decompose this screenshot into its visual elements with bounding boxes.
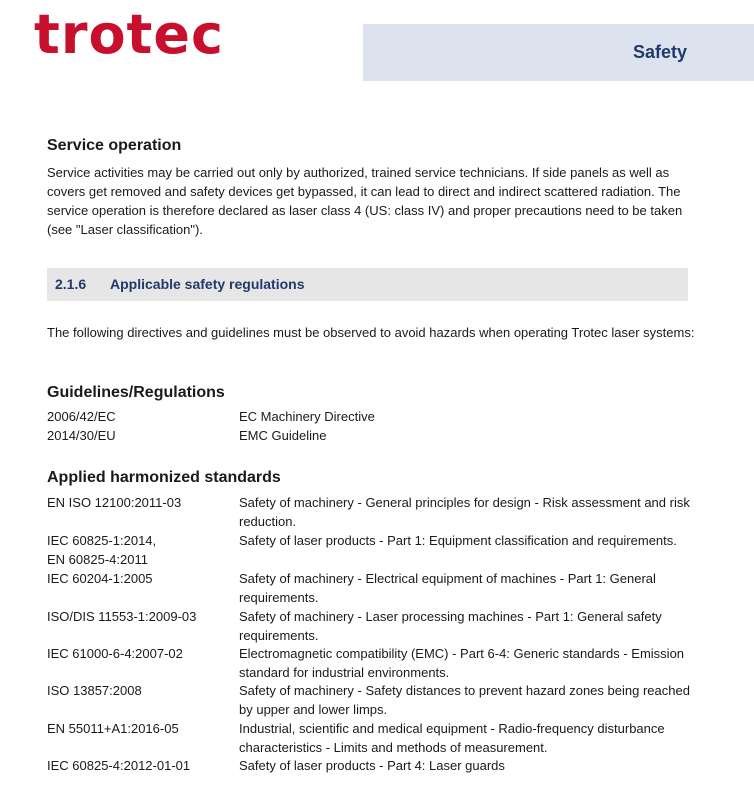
standard-code xyxy=(47,532,237,569)
guideline-desc: EMC Guideline xyxy=(239,428,327,443)
guideline-desc: EC Machinery Directive xyxy=(239,409,375,424)
intro-paragraph: The following directives and guidelines must be observed to avoid hazards when operating Trotec laser systems: xyxy=(47,325,695,340)
standards-heading: Applied harmonized standards xyxy=(47,469,281,486)
header-banner xyxy=(363,24,754,81)
standard-desc: Safety of laser products - Part 4: Laser guards xyxy=(239,758,505,773)
standard-code: IEC 60204-1:2005 xyxy=(47,571,153,586)
standard-code: ISO/DIS 11553-1:2009-03 xyxy=(47,609,197,624)
standard-desc: Industrial, scientific and medical equipment - Radio-frequency disturbance characteristics - Limits and methods of measurement. xyxy=(239,721,665,755)
guideline-code: 2006/42/EC xyxy=(47,409,116,424)
standard-desc: Safety of machinery - General principles for design - Risk assessment and risk reduction. xyxy=(239,495,690,529)
standard-code-line: IEC 60825-1:2014, xyxy=(47,533,157,548)
guideline-code: 2014/30/EU xyxy=(47,428,116,443)
standard-desc: Electromagnetic compatibility (EMC) - Part 6-4: Generic standards - Emission standard for industrial environments. xyxy=(239,646,685,680)
standard-code: ISO 13857:2008 xyxy=(47,683,142,698)
standard-desc: Safety of machinery - Laser processing machines - Part 1: General safety requirements. xyxy=(239,609,662,643)
standard-code-line: EN 60825-4:2011 xyxy=(47,551,148,567)
standard-desc: Safety of machinery - Electrical equipment of machines - Part 1: General requirements. xyxy=(239,571,656,605)
standard-code: IEC 61000-6-4:2007-02 xyxy=(47,646,183,661)
standard-desc: Safety of machinery - Safety distances to prevent hazard zones being reached by upper and lower limps. xyxy=(239,683,690,717)
guidelines-heading: Guidelines/Regulations xyxy=(47,384,225,401)
page-title: Safety xyxy=(632,42,687,62)
subsection-header xyxy=(47,268,688,301)
standard-code: EN 55011+A1:2016-05 xyxy=(47,721,179,736)
trotec-logo: trotec xyxy=(34,3,224,66)
standard-desc: Safety of laser products - Part 1: Equipment classification and requirements. xyxy=(239,533,677,548)
service-paragraph: Service activities may be carried out only by authorized, trained service technicians. If side panels as well as covers get removed and safety devices get bypassed, it can lead to direct and indirect scattered radiation. The service operation is therefore declared as laser class 4 (US: class IV) and proper precautions need to be taken (see "Laser classification"). xyxy=(47,165,683,237)
service-heading: Service operation xyxy=(47,137,182,154)
standard-code: EN ISO 12100:2011-03 xyxy=(47,495,182,510)
subsection-number: 2.1.6 xyxy=(55,276,87,292)
standard-code: IEC 60825-4:2012-01-01 xyxy=(47,758,191,773)
subsection-title: Applicable safety regulations xyxy=(110,276,305,292)
